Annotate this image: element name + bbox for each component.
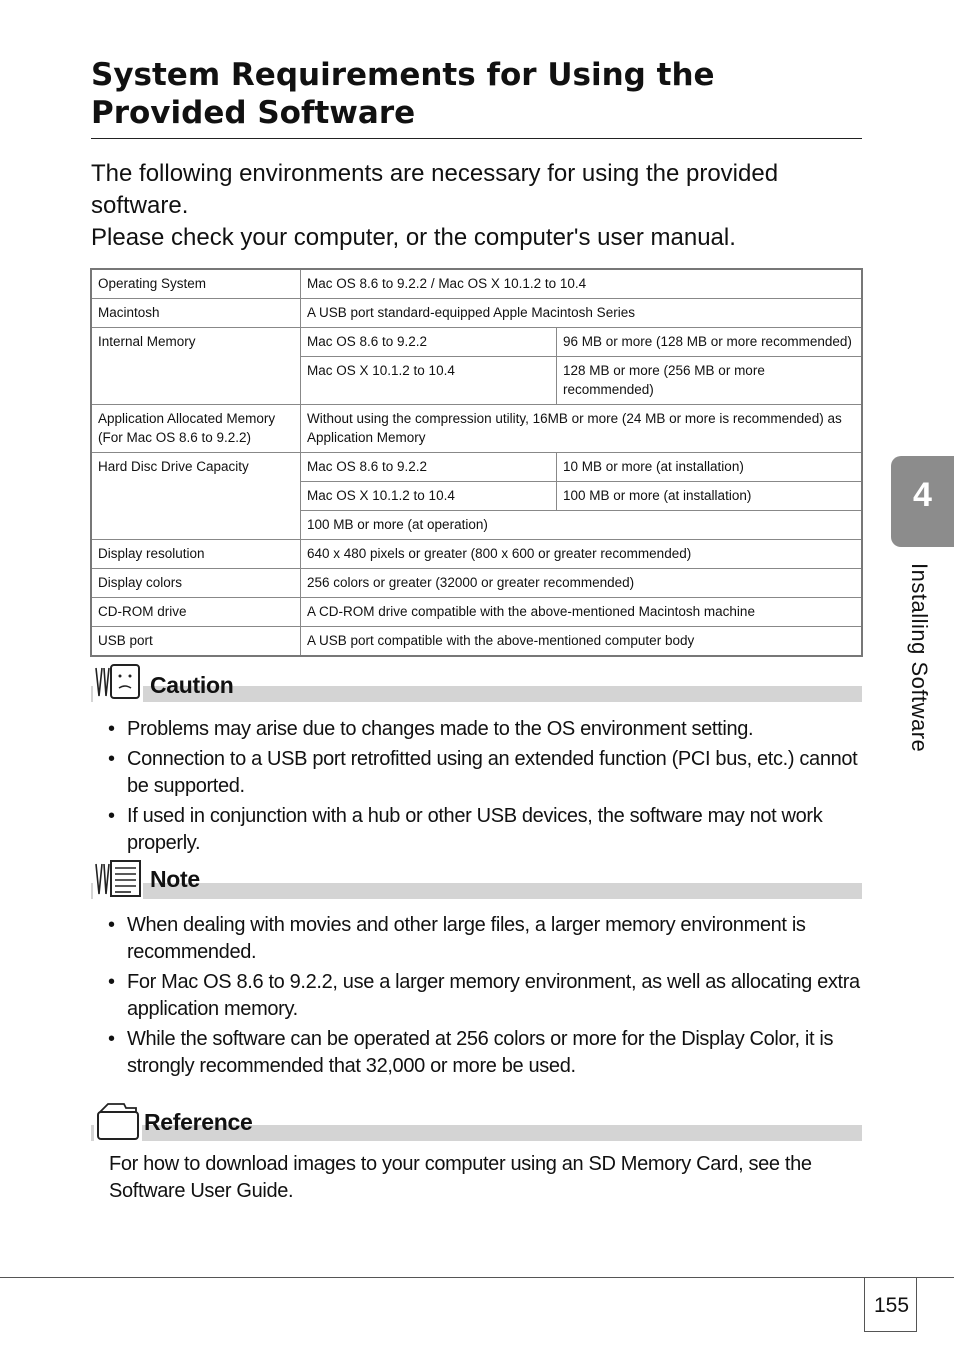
table-cell: Mac OS 8.6 to 9.2.2 (301, 453, 557, 482)
table-row (91, 627, 862, 657)
table-cell: 128 MB or more (256 MB or more recommended) (557, 357, 863, 405)
note-list (104, 912, 864, 1083)
title-line-2: Provided Software (91, 95, 416, 131)
table-cell: Operating System (91, 269, 301, 299)
table-cell: Mac OS 8.6 to 9.2.2 / Mac OS X 10.1.2 to 10.4 (301, 269, 863, 299)
table-cell: Without using the compression utility, 16MB or more (24 MB or more is recommended) as Application Memory (301, 405, 863, 453)
table-cell: A USB port standard-equipped Apple Macintosh Series (301, 299, 863, 328)
table-cell: Display resolution (91, 540, 301, 569)
table-row (91, 405, 862, 453)
table-row (91, 569, 862, 598)
bullet: • (108, 748, 115, 770)
note-item-text: For Mac OS 8.6 to 9.2.2, use a larger memory environment, as well as allocating extra application memory. (127, 971, 860, 1020)
table-cell: 96 MB or more (128 MB or more recommended) (557, 328, 863, 357)
table-cell: CD-ROM drive (91, 598, 301, 627)
requirements-table (90, 268, 863, 657)
title-line-1: System Requirements for Using the (91, 57, 715, 93)
bullet: • (108, 971, 115, 993)
note-icon (93, 858, 143, 900)
appmem-label-line-1: Application Allocated Memory (98, 411, 276, 426)
table-cell: Internal Memory (91, 328, 301, 405)
reference-icon (94, 1100, 142, 1142)
appmem-label-line-2: (For Mac OS 8.6 to 9.2.2) (98, 430, 252, 445)
list-item (104, 969, 864, 1023)
caution-item-text: If used in conjunction with a hub or other USB devices, the software may not work properly. (127, 805, 823, 854)
bullet: • (108, 1028, 115, 1050)
table-cell: Display colors (91, 569, 301, 598)
footer-divider (0, 1277, 954, 1278)
table-cell: 10 MB or more (at installation) (557, 453, 863, 482)
bullet: • (108, 805, 115, 827)
intro-paragraph-1: The following environments are necessary for using the provided software. (91, 160, 779, 219)
note-heading: Note (150, 866, 200, 892)
bullet: • (108, 718, 115, 740)
intro-text (91, 158, 862, 254)
table-cell: Mac OS X 10.1.2 to 10.4 (301, 482, 557, 511)
table-cell: USB port (91, 627, 301, 657)
chapter-tab (891, 456, 954, 547)
caution-item-text: Connection to a USB port retrofitted using an extended function (PCI bus, etc.) cannot be supported. (127, 748, 858, 797)
list-item (104, 912, 864, 966)
table-row (91, 453, 862, 482)
table-cell: 100 MB or more (at installation) (557, 482, 863, 511)
reference-heading: Reference (144, 1109, 253, 1135)
table-cell: 640 x 480 pixels or greater (800 x 600 or greater recommended) (301, 540, 863, 569)
table-cell: Mac OS 8.6 to 9.2.2 (301, 328, 557, 357)
table-row (91, 598, 862, 627)
table-cell: A CD-ROM drive compatible with the above-mentioned Macintosh machine (301, 598, 863, 627)
caution-list (104, 716, 864, 860)
note-item-text: When dealing with movies and other large files, a larger memory environment is recommended. (127, 914, 806, 963)
table-cell: 256 colors or greater (32000 or greater recommended) (301, 569, 863, 598)
table-row (91, 540, 862, 569)
list-item (104, 803, 864, 857)
table-row (91, 328, 862, 357)
table-cell: Hard Disc Drive Capacity (91, 453, 301, 540)
table-cell: Macintosh (91, 299, 301, 328)
page-number: 155 (873, 1294, 910, 1317)
bullet: • (108, 914, 115, 936)
note-item-text: While the software can be operated at 256 colors or more for the Display Color, it is strongly recommended that 32,000 or more be used. (127, 1028, 834, 1077)
reference-text: For how to download images to your computer using an SD Memory Card, see the Software User Guide. (109, 1153, 812, 1202)
table-cell: 100 MB or more (at operation) (301, 511, 863, 540)
list-item (104, 1026, 864, 1080)
list-item (104, 716, 864, 743)
page-number-box (864, 1278, 917, 1332)
table-cell (91, 405, 301, 453)
table-row (91, 269, 862, 299)
caution-heading: Caution (150, 672, 234, 698)
page-title (91, 56, 862, 132)
table-cell: Mac OS X 10.1.2 to 10.4 (301, 357, 557, 405)
chapter-number: 4 (913, 476, 932, 514)
intro-paragraph-2: Please check your computer, or the computer's user manual. (91, 224, 736, 251)
table-cell: A USB port compatible with the above-mentioned computer body (301, 627, 863, 657)
chapter-label: Installing Software (907, 563, 932, 753)
title-divider (91, 138, 862, 139)
list-item (104, 746, 864, 800)
table-row (91, 299, 862, 328)
caution-item-text: Problems may arise due to changes made to the OS environment setting. (127, 718, 754, 740)
note-header-bar (91, 883, 862, 899)
caution-icon (93, 662, 143, 702)
